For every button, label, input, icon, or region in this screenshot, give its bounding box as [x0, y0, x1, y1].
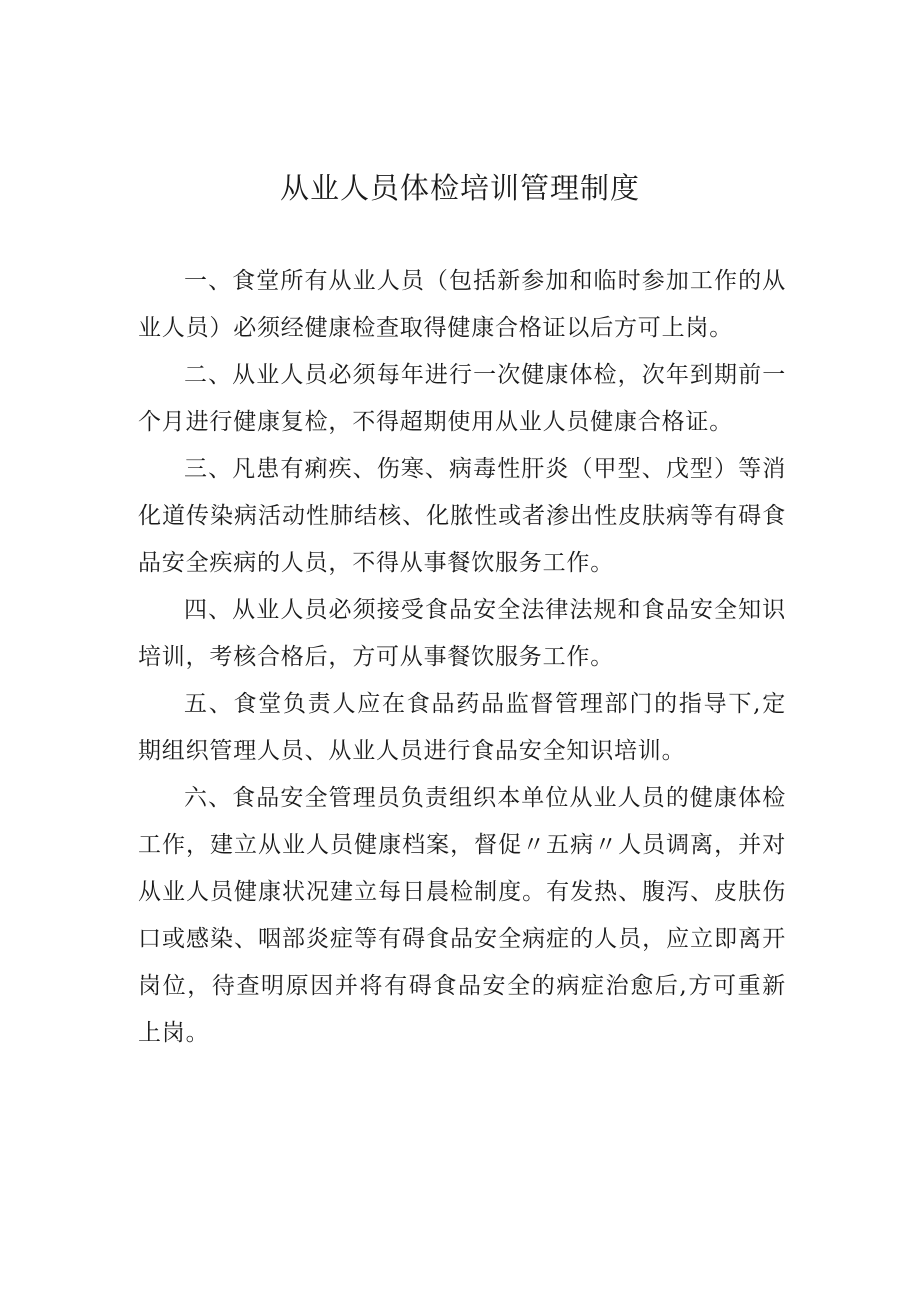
document-title: 从业人员体检培训管理制度	[279, 171, 640, 205]
paragraph-4: 四、从业人员必须接受食品安全法律法规和食品安全知识培训，考核合格后，方可从事餐饮服务工作。	[138, 597, 786, 670]
paragraph-2: 二、从业人员必须每年进行一次健康体检，次年到期前一个月进行健康复检，不得超期使用从业人员健康合格证。	[138, 362, 786, 435]
paragraph-5: 五、食堂负责人应在食品药品监督管理部门的指导下,定期组织管理人员、从业人员进行食品安全知识培训。	[138, 691, 786, 764]
paragraph-3: 三、凡患有痢疾、伤寒、病毒性肝炎（甲型、戊型）等消化道传染病活动性肺结核、化脓性或者渗出性皮肤病等有碍食品安全疾病的人员，不得从事餐饮服务工作。	[138, 456, 786, 576]
paragraph-6: 六、食品安全管理员负责组织本单位从业人员的健康体检工作，建立从业人员健康档案，督促〃五病〃人员调离，并对从业人员健康状况建立每日晨检制度。有发热、腹泻、皮肤伤口或感染、咽部炎症等有碍食品安全病症的人员，应立即离开岗位，待查明原因并将有碍食品安全的病症治愈后,方可重新上岗。	[138, 785, 786, 1046]
document-body	[138, 258, 786, 1057]
paragraph-1: 一、食堂所有从业人员（包括新参加和临时参加工作的从业人员）必须经健康检查取得健康合格证以后方可上岗。	[138, 268, 786, 341]
